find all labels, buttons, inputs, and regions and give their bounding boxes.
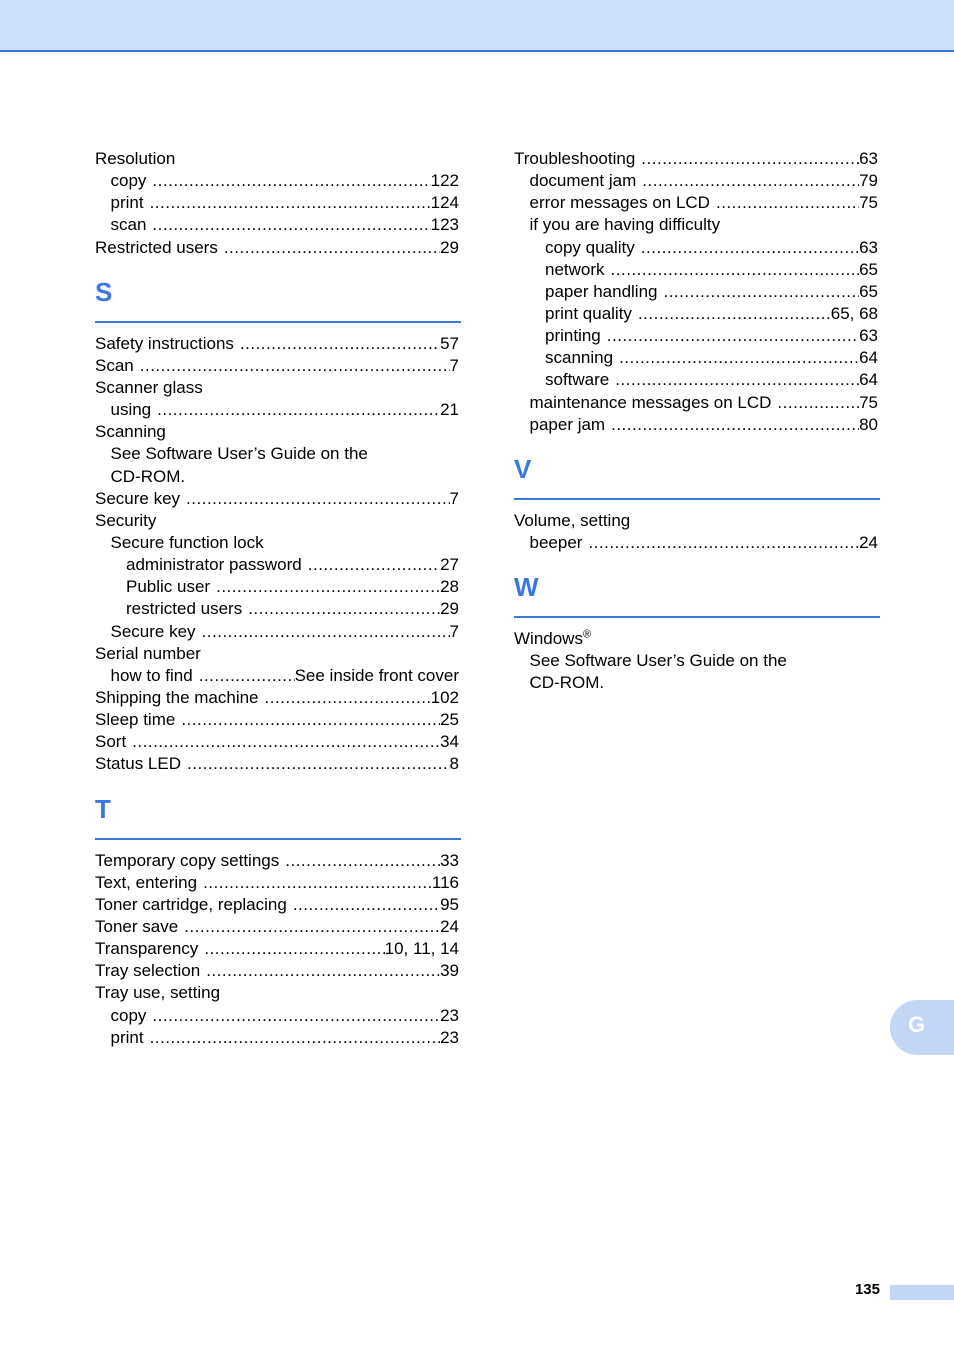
- index-entry: [95, 665, 459, 687]
- dot-leader: [293, 894, 440, 916]
- page-reference: 122: [430, 171, 459, 191]
- index-term: [545, 303, 638, 325]
- page-reference: 33: [440, 850, 459, 870]
- index-term: [95, 753, 187, 775]
- index-entry: [95, 1027, 459, 1049]
- index-term: [111, 466, 186, 488]
- dot-leader: [619, 347, 859, 369]
- section-rule: [95, 321, 461, 323]
- index-entry: [514, 392, 878, 414]
- dot-leader: [777, 392, 859, 414]
- page-number-bar: [890, 1285, 954, 1300]
- index-entry: [514, 170, 878, 192]
- index-term: [95, 916, 184, 938]
- page-reference: 75: [859, 392, 878, 412]
- dot-leader: [150, 1027, 441, 1049]
- index-term-text: Secure function lock: [110, 532, 264, 552]
- page-reference: 64: [859, 348, 878, 368]
- index-entry: [95, 532, 459, 554]
- index-term-text: Tray selection: [95, 961, 201, 981]
- index-term: [545, 237, 641, 259]
- index-entry: [95, 687, 459, 709]
- index-entry: [95, 421, 459, 443]
- index-term-text: printing: [545, 326, 601, 346]
- index-entry: [95, 333, 459, 355]
- index-entry: [514, 369, 878, 391]
- index-term: [95, 872, 203, 894]
- page-reference: 63: [859, 149, 878, 168]
- index-entry: [514, 414, 878, 436]
- index-term: [111, 621, 202, 643]
- index-term-text: Windows: [514, 629, 583, 649]
- index-term-text: Safety instructions: [95, 333, 234, 353]
- index-entry: [95, 709, 459, 731]
- page-reference: 65: [859, 259, 878, 279]
- section-heading: [95, 786, 459, 840]
- index-term: [111, 399, 158, 421]
- index-entry: [95, 399, 459, 421]
- index-column-right: [514, 148, 878, 695]
- index-entry: [514, 650, 878, 672]
- page-reference: 65: [859, 281, 878, 301]
- section-letter: W: [514, 572, 539, 603]
- index-entry: [95, 214, 459, 236]
- index-term: [530, 214, 721, 236]
- index-entry: [514, 192, 878, 214]
- page-reference: 64: [859, 370, 878, 390]
- dot-leader: [150, 192, 431, 214]
- index-term: [545, 369, 615, 391]
- index-term-text: Shipping the machine: [95, 687, 259, 707]
- index-term: [126, 598, 248, 620]
- index-entry: [95, 753, 459, 775]
- index-term: [530, 650, 787, 672]
- index-term-text: paper handling: [545, 281, 658, 301]
- dot-leader: [611, 414, 859, 436]
- index-term: [530, 532, 589, 554]
- section-heading: [95, 269, 459, 323]
- page-reference: 80: [859, 414, 878, 434]
- dot-leader: [641, 237, 859, 259]
- page-reference: 95: [440, 894, 459, 914]
- index-term: [95, 960, 206, 982]
- index-term-text: how to find: [110, 665, 193, 685]
- index-term-text: copy quality: [545, 237, 635, 257]
- index-entry: [514, 214, 878, 236]
- index-term: [95, 938, 204, 960]
- dot-leader: [132, 731, 440, 753]
- index-term: [530, 170, 643, 192]
- index-term-text: See Software User’s Guide on the: [529, 651, 787, 671]
- index-term: [95, 488, 186, 510]
- section-heading: [514, 446, 878, 500]
- index-entry: [95, 872, 459, 894]
- index-term: [111, 665, 199, 687]
- index-term-text: Secure key: [95, 488, 181, 508]
- index-term-text: Sleep time: [95, 710, 176, 730]
- page-reference: 75: [859, 193, 878, 213]
- chapter-tab-letter: G: [908, 1012, 926, 1037]
- dot-leader: [663, 281, 859, 303]
- index-term-text: using: [110, 400, 152, 420]
- index-term-text: Resolution: [95, 149, 176, 168]
- index-term: [111, 214, 153, 236]
- index-term-text: Serial number: [95, 643, 201, 663]
- index-term: [514, 628, 591, 650]
- index-term-text: document jam: [529, 171, 637, 191]
- page-reference: 65, 68: [830, 303, 878, 323]
- dot-leader: [140, 355, 450, 377]
- index-term: [545, 347, 619, 369]
- dot-leader: [642, 170, 859, 192]
- page-reference: 102: [430, 687, 459, 707]
- index-term: [111, 443, 368, 465]
- dot-leader: [248, 598, 440, 620]
- page-reference: 7: [449, 355, 459, 375]
- section-letter: S: [95, 276, 113, 307]
- page-reference: 63: [859, 237, 878, 257]
- index-entry: [514, 259, 878, 281]
- index-term-text: scanning: [545, 348, 614, 368]
- dot-leader: [184, 916, 440, 938]
- index-term: [95, 850, 285, 872]
- page-reference: 124: [430, 193, 459, 213]
- page-reference: 28: [440, 577, 459, 597]
- index-term-text: copy: [110, 1005, 147, 1025]
- index-term-text: print: [110, 1027, 144, 1047]
- index-entry: [514, 325, 878, 347]
- section-letter: V: [514, 453, 532, 484]
- page-reference: 10, 11, 14: [384, 939, 459, 959]
- section-rule: [514, 498, 880, 500]
- dot-leader: [186, 488, 449, 510]
- index-entry: [95, 192, 459, 214]
- index-term: [95, 731, 132, 753]
- page-reference: 21: [440, 400, 459, 420]
- index-term: [111, 170, 153, 192]
- dot-leader: [611, 259, 860, 281]
- index-term-text: print quality: [545, 303, 632, 323]
- page-reference: 23: [440, 1027, 459, 1047]
- index-term: [111, 1005, 153, 1027]
- index-term-text: CD-ROM.: [110, 466, 186, 486]
- dot-leader: [181, 709, 440, 731]
- dot-leader: [308, 554, 440, 576]
- index-term: [111, 532, 264, 554]
- index-term: [545, 259, 611, 281]
- index-term-text: Sort: [95, 732, 127, 752]
- dot-leader: [588, 532, 859, 554]
- index-term: [530, 672, 605, 694]
- index-term: [95, 709, 181, 731]
- index-term-text: if you are having difficulty: [529, 215, 721, 235]
- index-entry: [95, 598, 459, 620]
- page-reference: 7: [449, 488, 459, 508]
- index-entry: [514, 672, 878, 694]
- dot-leader: [199, 665, 295, 687]
- index-entry: [514, 532, 878, 554]
- index-term: [95, 982, 220, 1004]
- section-letter: T: [95, 793, 111, 824]
- index-entry: [95, 894, 459, 916]
- index-entry: [95, 938, 459, 960]
- index-entry: [95, 488, 459, 510]
- index-term: [530, 392, 778, 414]
- index-term: [545, 325, 607, 347]
- dot-leader: [204, 938, 384, 960]
- index-term-text: beeper: [529, 532, 583, 552]
- index-term-text: Scan: [95, 355, 134, 375]
- dot-leader: [157, 399, 440, 421]
- dot-leader: [216, 576, 440, 598]
- index-entry: [95, 237, 459, 259]
- page-reference: 24: [859, 532, 878, 552]
- index-term-text: Tray use, setting: [95, 983, 221, 1003]
- dot-leader: [240, 333, 440, 355]
- index-term-text: Scanning: [95, 422, 166, 442]
- page-reference: 57: [440, 333, 459, 353]
- index-term-text: print: [110, 193, 144, 213]
- index-column-left: [95, 148, 459, 1049]
- index-entry: [95, 982, 459, 1004]
- index-term: [95, 377, 203, 399]
- index-term-text: Temporary copy settings: [95, 850, 280, 870]
- registered-mark: ®: [582, 628, 592, 641]
- index-term: [530, 414, 612, 436]
- index-term-text: paper jam: [529, 414, 606, 434]
- index-entry: [95, 643, 459, 665]
- index-term-text: maintenance messages on LCD: [529, 392, 772, 412]
- index-entry: [514, 303, 878, 325]
- index-term: [126, 576, 216, 598]
- index-entry: [514, 237, 878, 259]
- header-band: [0, 0, 954, 52]
- index-term-text: Toner save: [95, 916, 179, 936]
- index-entry: [95, 554, 459, 576]
- index-term-text: CD-ROM.: [529, 673, 605, 693]
- page-reference: 123: [430, 215, 459, 235]
- dot-leader: [224, 237, 440, 259]
- page-reference: See inside front cover: [294, 665, 459, 685]
- index-term: [95, 894, 293, 916]
- section-rule: [514, 616, 880, 618]
- section-heading: [514, 564, 878, 618]
- index-term-text: administrator password: [126, 555, 302, 575]
- page-reference: 79: [859, 171, 878, 191]
- index-entry: [95, 576, 459, 598]
- index-term: [95, 148, 175, 170]
- dot-leader: [285, 850, 440, 872]
- page-reference: 116: [431, 872, 459, 892]
- index-term: [126, 554, 308, 576]
- index-entry: [514, 281, 878, 303]
- index-term-text: Secure key: [110, 621, 196, 641]
- index-term-text: Troubleshooting: [514, 149, 636, 168]
- dot-leader: [152, 214, 430, 236]
- page-reference: 29: [440, 599, 459, 619]
- index-term: [111, 1027, 150, 1049]
- page-reference: 29: [440, 237, 459, 257]
- index-term-text: restricted users: [126, 599, 243, 619]
- page-reference: 39: [440, 961, 459, 981]
- index-term: [95, 643, 201, 665]
- dot-leader: [615, 369, 859, 391]
- index-entry: [95, 148, 459, 170]
- index-entry: [514, 628, 878, 650]
- index-term-text: Toner cartridge, replacing: [95, 894, 287, 914]
- index-term: [95, 333, 240, 355]
- index-term: [95, 687, 265, 709]
- page-reference: 25: [440, 710, 459, 730]
- index-entry: [95, 466, 459, 488]
- index-term-text: Security: [95, 510, 157, 530]
- index-entry: [95, 377, 459, 399]
- index-term-text: software: [545, 370, 610, 390]
- index-term-text: copy: [110, 171, 147, 191]
- index-entry: [95, 916, 459, 938]
- index-term-text: See Software User’s Guide on the: [110, 444, 368, 464]
- dot-leader: [641, 148, 859, 170]
- index-term: [95, 355, 140, 377]
- section-rule: [95, 838, 461, 840]
- index-term-text: Volume, setting: [514, 510, 631, 530]
- index-term-text: error messages on LCD: [529, 193, 710, 213]
- index-term: [95, 237, 224, 259]
- index-term-text: scan: [110, 215, 147, 235]
- index-entry: [95, 731, 459, 753]
- index-term-text: network: [545, 259, 605, 279]
- index-term-text: Scanner glass: [95, 377, 203, 397]
- index-entry: [95, 170, 459, 192]
- dot-leader: [716, 192, 859, 214]
- index-term: [95, 421, 166, 443]
- index-entry: [514, 510, 878, 532]
- page-reference: 7: [449, 621, 459, 641]
- page-number: 135: [854, 1281, 880, 1298]
- page-reference: 24: [440, 916, 459, 936]
- index-entry: [514, 347, 878, 369]
- index-entry: [95, 443, 459, 465]
- index-entry: [95, 510, 459, 532]
- dot-leader: [202, 621, 450, 643]
- index-term-text: Restricted users: [95, 237, 218, 257]
- dot-leader: [152, 1005, 440, 1027]
- chapter-tab: [890, 1000, 954, 1055]
- index-term: [530, 192, 716, 214]
- index-term: [95, 510, 156, 532]
- page-reference: 63: [859, 326, 878, 346]
- index-entry: [95, 850, 459, 872]
- index-term: [514, 148, 641, 170]
- index-term-text: Status LED: [95, 754, 181, 774]
- dot-leader: [152, 170, 430, 192]
- index-term-text: Transparency: [95, 939, 199, 959]
- dot-leader: [206, 960, 440, 982]
- page-reference: 23: [440, 1005, 459, 1025]
- index-entry: [514, 148, 878, 170]
- page-reference: 27: [440, 555, 459, 575]
- index-term: [111, 192, 150, 214]
- dot-leader: [187, 753, 450, 775]
- index-term-text: Public user: [126, 577, 211, 597]
- index-term-text: Text, entering: [95, 872, 198, 892]
- index-term: [545, 281, 663, 303]
- index-entry: [95, 355, 459, 377]
- index-entry: [95, 960, 459, 982]
- page-reference: 8: [449, 754, 459, 774]
- dot-leader: [638, 303, 831, 325]
- dot-leader: [203, 872, 432, 894]
- page-reference: 34: [440, 732, 459, 752]
- dot-leader: [265, 687, 431, 709]
- index-entry: [95, 621, 459, 643]
- index-entry: [95, 1005, 459, 1027]
- dot-leader: [607, 325, 859, 347]
- index-term: [514, 510, 630, 532]
